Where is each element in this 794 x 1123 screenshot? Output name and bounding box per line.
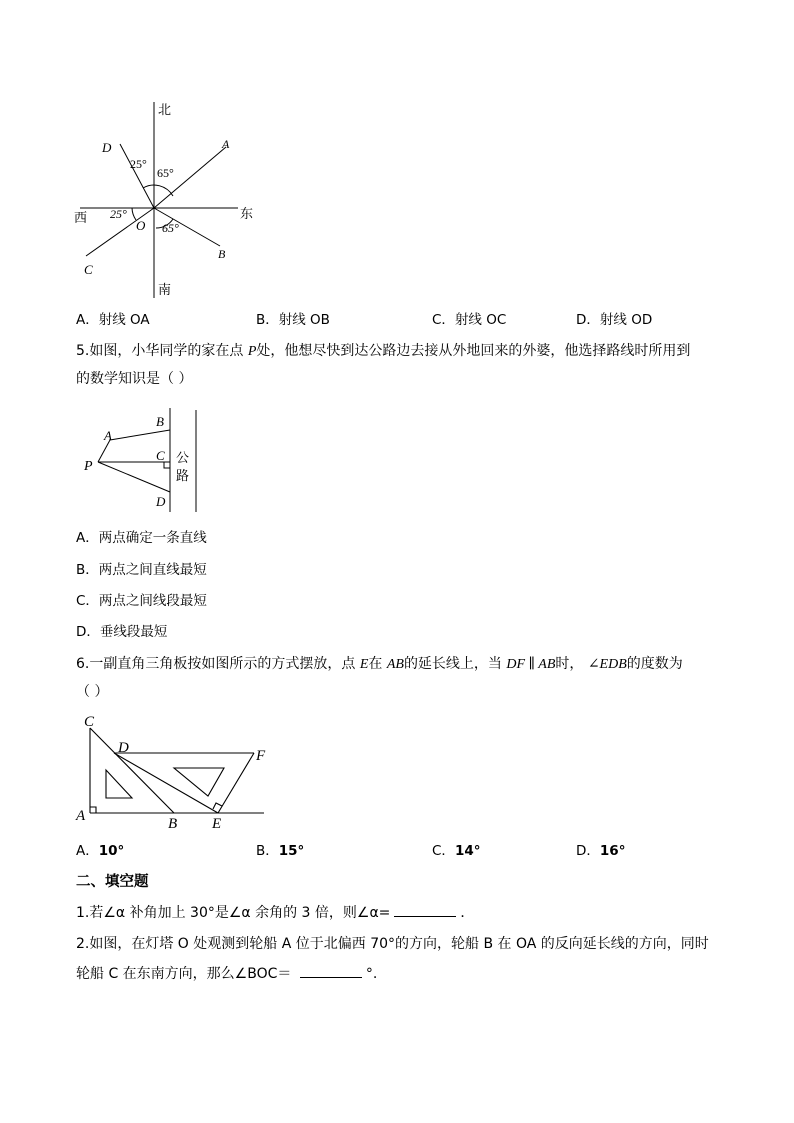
- point-c-label: C: [84, 714, 95, 730]
- q5-option-b: B．两点之间直线最短: [76, 562, 207, 578]
- q6-option-b: B．15°: [256, 843, 305, 859]
- q4-option-b: B．射线 OB: [256, 312, 330, 328]
- fill-q1: 1.若∠α 补角加上 30°是∠α 余角的 3 倍，则∠α= ．: [76, 901, 474, 925]
- point-b-label: B: [218, 247, 226, 261]
- q5-option-d: D．垂线段最短: [76, 624, 168, 640]
- segment-fe: [218, 753, 254, 813]
- point-e-label: E: [212, 816, 222, 832]
- south-label: 南: [158, 283, 172, 298]
- point-f-label: F: [256, 748, 266, 764]
- west-label: 西: [74, 211, 88, 226]
- compass-figure: [72, 96, 262, 304]
- segment-pa: [98, 440, 110, 462]
- road-label-1: 公: [176, 451, 190, 466]
- road-label-2: 路: [176, 469, 190, 484]
- north-label: 北: [158, 103, 172, 118]
- q6-stem-line2: （ ）: [76, 684, 109, 700]
- fill-q1-blank[interactable]: [394, 902, 456, 917]
- point-b-label: B: [156, 414, 164, 429]
- point-d-label: D: [156, 494, 166, 509]
- q5-stem-line2: 的数学知识是（ ）: [76, 371, 193, 387]
- q6-option-d: D．16°: [576, 843, 626, 859]
- angle-25-top: 25°: [130, 157, 147, 171]
- angle-65-top: 65°: [157, 166, 174, 180]
- point-d-label: D: [118, 740, 129, 756]
- point-c-label: C: [84, 262, 93, 277]
- q6-option-c: C．14°: [432, 843, 481, 859]
- point-o-label: O: [136, 218, 146, 233]
- point-d-label: D: [102, 140, 112, 155]
- point-b-label: B: [168, 816, 178, 832]
- fill-q2-line2: 轮船 C 在东南方向，那么∠BOC＝ °.: [76, 962, 377, 986]
- road-figure: [80, 404, 204, 516]
- right-angle-mark: [164, 462, 170, 468]
- point-p-label: P: [84, 459, 93, 474]
- right-angle-mark-a: [90, 807, 96, 813]
- q5-option-a: A．两点确定一条直线: [76, 530, 207, 546]
- q4-option-d: D．射线 OD: [576, 312, 653, 328]
- east-label: 东: [240, 207, 254, 222]
- q5-stem-line1: 5.如图，小华同学的家在点 P处，他想尽快到达公路边去接从外地回来的外婆，他选择路线时所用到: [76, 343, 691, 359]
- q4-option-a: A．射线 OA: [76, 312, 150, 328]
- segment-de: [114, 753, 218, 813]
- section-title: 二、填空题: [76, 874, 149, 890]
- angle-arc-top: [143, 185, 173, 196]
- segment-pd: [98, 462, 170, 492]
- q5-option-c: C．两点之间线段最短: [76, 593, 207, 609]
- segment-cb: [90, 728, 174, 813]
- segment-ab: [110, 430, 170, 440]
- ray-od: [120, 144, 154, 208]
- q6-option-a: A．10°: [76, 843, 125, 859]
- fill-q2-line1: 2.如图，在灯塔 O 处观测到轮船 A 位于北偏西 70°的方向，轮船 B 在 OA 的反向延长线的方向，同时: [76, 936, 709, 952]
- point-a-label: A: [222, 137, 230, 151]
- fill-q2-blank[interactable]: [300, 963, 362, 978]
- angle-25-west: 25°: [110, 207, 127, 221]
- q6-stem-line1: 6.一副直角三角板按如图所示的方式摆放，点 E在 AB的延长线上，当 DF ∥ AB时， ∠EDB的度数为: [76, 656, 683, 672]
- point-a-label: A: [76, 808, 86, 824]
- angle-65-bottom: 65°: [162, 221, 179, 235]
- q4-option-c: C．射线 OC: [432, 312, 507, 328]
- point-a-label: A: [104, 428, 112, 443]
- inner-triangle-left: [106, 770, 132, 798]
- set-square-figure: [74, 710, 274, 834]
- point-c-label: C: [156, 448, 165, 463]
